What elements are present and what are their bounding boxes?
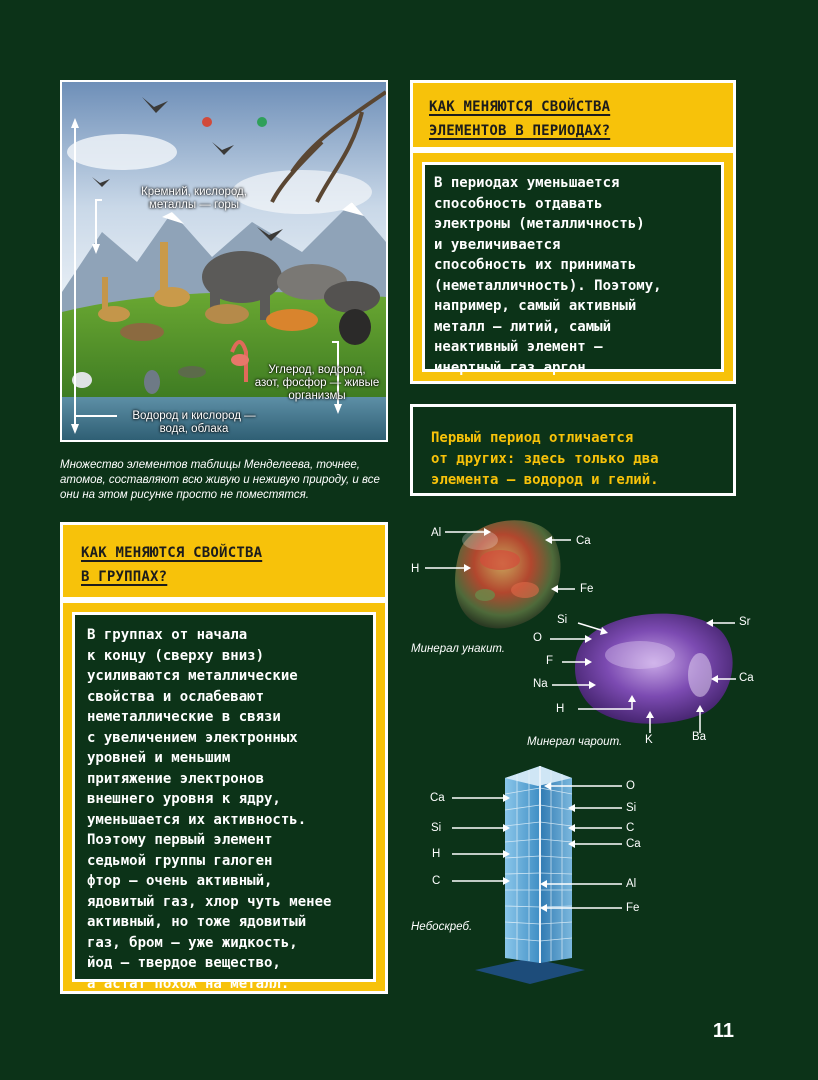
charoite-caption: Минерал чароит.	[527, 736, 623, 748]
periods-body-box	[422, 162, 724, 376]
skyscraper-c-left-label: C	[432, 875, 441, 887]
first-period-box	[410, 404, 736, 496]
unakite-caption: Минерал унакит.	[411, 643, 505, 655]
charoite-ca-label: Ca	[739, 672, 754, 684]
skyscraper-diagram	[420, 758, 660, 988]
unakite-h-label: H	[411, 563, 420, 575]
page-number: 11	[712, 1020, 734, 1042]
skyscraper-si-left-label: Si	[431, 822, 442, 834]
skyscraper-ca-right-label: Ca	[626, 838, 641, 850]
groups-body-box	[72, 612, 376, 992]
organisms-label: Углерод, водород, азот, фосфор — живые организмы	[254, 364, 380, 402]
skyscraper-fe-label: Fe	[626, 902, 640, 914]
charoite-f-label: F	[546, 655, 554, 667]
charoite-ba-label: Ba	[692, 731, 707, 743]
water-label: Водород и кислород — вода, облака	[132, 410, 256, 435]
periods-body-frame	[410, 150, 736, 384]
skyscraper-caption: Небоскреб.	[411, 921, 473, 933]
groups-body-text: В группах от начала к концу (сверху вниз) усиливаются металлические свойства и ослабевают неметаллические в связи с увеличением электронных уровней и меньшим притяжение электронов внешнего уровня к ядру, уменьшается их активность. Поэтому первый элемент седьмой группы галоген фтор — очень активный, ядовитый газ, хлор чуть менее активный, но тоже ядовитый газ, бром — уже жидкость, йод — твердое вещество, а астат похож на металл.	[87, 627, 332, 992]
groups-body-frame	[60, 600, 388, 994]
groups-title: КАК МЕНЯЮТСЯ СВОЙСТВА В ГРУППАХ?	[81, 545, 263, 585]
skyscraper-right-face	[540, 766, 572, 963]
unakite-al-label: Al	[431, 527, 442, 539]
photo-caption: Множество элементов таблицы Менделеева, точнее, атомов, составляют всю живую и неживую природу, и все они на этом рисунке просто не поместятся.	[60, 459, 380, 501]
charoite-o-label: O	[533, 632, 542, 644]
periods-title-box	[410, 80, 736, 150]
charoite-na-label: Na	[533, 678, 548, 690]
skyscraper-al-label: Al	[626, 878, 637, 890]
first-period-text: Первый период отличается от других: здесь только два элемента — водород и гелий.	[431, 430, 659, 488]
nature-illustration	[60, 80, 388, 442]
skyscraper-ca-left-label: Ca	[430, 792, 445, 804]
charoite-h-label: H	[556, 703, 565, 715]
periods-title: КАК МЕНЯЮТСЯ СВОЙСТВА ЭЛЕМЕНТОВ В ПЕРИОДАХ?	[429, 99, 611, 139]
unakite-ca-label: Ca	[576, 535, 591, 547]
unakite-fe-label: Fe	[580, 583, 594, 595]
skyscraper-h-left-label: H	[432, 848, 441, 860]
skyscraper-c-right-label: C	[626, 822, 635, 834]
charoite-si-label: Si	[557, 614, 568, 626]
skyscraper-si-right-label: Si	[626, 802, 637, 814]
skyscraper-base	[475, 958, 585, 984]
groups-title-box	[60, 522, 388, 600]
skyscraper-o-label: O	[626, 780, 635, 792]
charoite-diagram	[530, 605, 760, 745]
skyscraper-left-face	[505, 766, 540, 963]
charoite-sr-label: Sr	[739, 616, 751, 628]
periods-body-text: В периодах уменьшается способность отдавать электроны (металличность) и увеличивается способность их принимать (неметалличность). Поэтому, например, самый активный металл — литий, самый неактивный элемент — инертный газ аргон.	[434, 175, 662, 376]
mountains-label: Кремний, кислород, металлы — горы	[141, 186, 247, 211]
charoite-k-label: K	[645, 734, 653, 746]
